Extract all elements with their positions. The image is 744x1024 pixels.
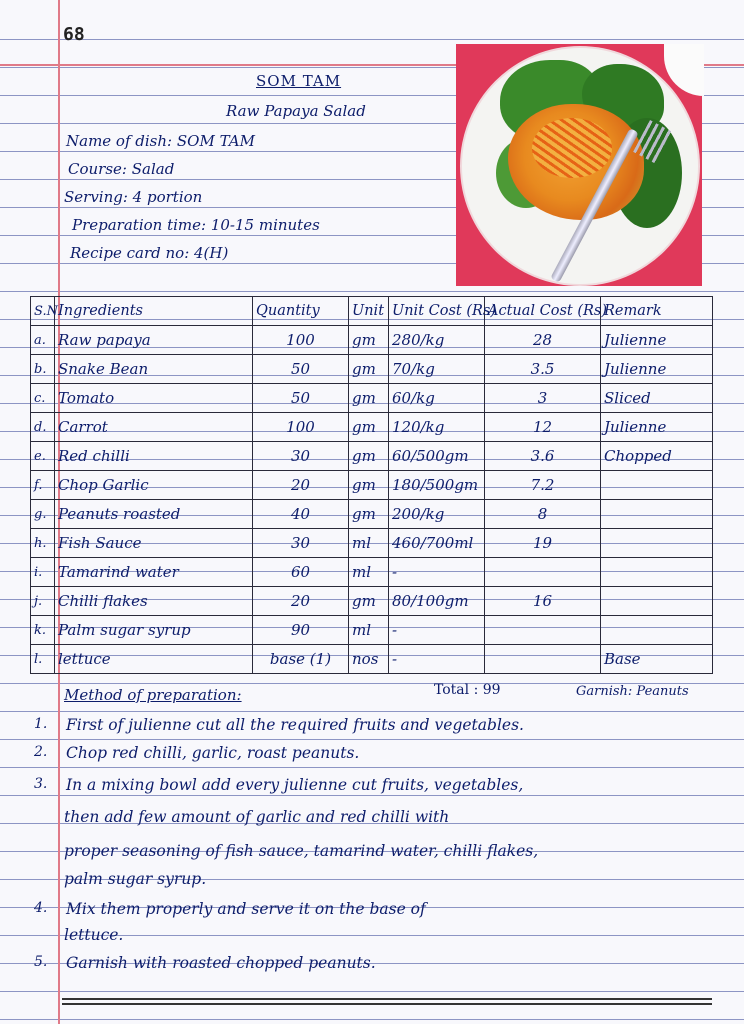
method-step-text: First of julienne cut all the required fruits and vegetables. bbox=[66, 716, 524, 734]
row-quantity: base (1) bbox=[253, 645, 349, 674]
table-row bbox=[31, 500, 713, 529]
row-actual-cost: 8 bbox=[485, 500, 601, 529]
row-ingredient: Chilli flakes bbox=[55, 587, 253, 616]
row-remark: Sliced bbox=[601, 384, 713, 413]
method-step-text: lettuce. bbox=[64, 926, 124, 944]
course: Course: Salad bbox=[68, 160, 175, 178]
col-unit-cost: Unit Cost (Rs) bbox=[389, 297, 485, 326]
row-unit: nos bbox=[349, 645, 389, 674]
row-quantity: 60 bbox=[253, 558, 349, 587]
recipe-subtitle: Raw Papaya Salad bbox=[226, 102, 366, 120]
dish-photo bbox=[456, 44, 702, 286]
row-sn: h. bbox=[31, 529, 55, 558]
table-row bbox=[31, 471, 713, 500]
page-number: 68 bbox=[63, 24, 85, 45]
row-unit-cost: 460/700ml bbox=[389, 529, 485, 558]
row-quantity: 30 bbox=[253, 442, 349, 471]
method-step-text: then add few amount of garlic and red chilli with bbox=[64, 808, 450, 826]
row-ingredient: Fish Sauce bbox=[55, 529, 253, 558]
row-unit: ml bbox=[349, 529, 389, 558]
row-sn: e. bbox=[31, 442, 55, 471]
prep-time: Preparation time: 10-15 minutes bbox=[72, 216, 320, 234]
col-ingredients: Ingredients bbox=[55, 297, 253, 326]
row-ingredient: Chop Garlic bbox=[55, 471, 253, 500]
row-unit: gm bbox=[349, 587, 389, 616]
table-row bbox=[31, 413, 713, 442]
row-remark: Julienne bbox=[601, 413, 713, 442]
table-row bbox=[31, 384, 713, 413]
row-sn: f. bbox=[31, 471, 55, 500]
recipe-title: SOM TAM bbox=[256, 72, 342, 90]
method-step-text: palm sugar syrup. bbox=[64, 870, 207, 888]
serving: Serving: 4 portion bbox=[64, 188, 203, 206]
row-remark bbox=[601, 587, 713, 616]
row-ingredient: Tamarind water bbox=[55, 558, 253, 587]
recipe-card-no: Recipe card no: 4(H) bbox=[70, 244, 229, 262]
row-sn: a. bbox=[31, 326, 55, 355]
row-quantity: 100 bbox=[253, 413, 349, 442]
row-actual-cost bbox=[485, 616, 601, 645]
row-sn: b. bbox=[31, 355, 55, 384]
row-sn: c. bbox=[31, 384, 55, 413]
method-step-number: 1. bbox=[34, 716, 48, 732]
method-step-number: 4. bbox=[34, 900, 48, 916]
row-actual-cost: 7.2 bbox=[485, 471, 601, 500]
row-remark bbox=[601, 471, 713, 500]
row-sn: d. bbox=[31, 413, 55, 442]
row-ingredient: Carrot bbox=[55, 413, 253, 442]
row-quantity: 20 bbox=[253, 471, 349, 500]
row-unit-cost: 60/kg bbox=[389, 384, 485, 413]
row-actual-cost: 3.5 bbox=[485, 355, 601, 384]
row-unit-cost: 180/500gm bbox=[389, 471, 485, 500]
row-sn: l. bbox=[31, 645, 55, 674]
col-sn: S.N bbox=[31, 297, 55, 326]
end-rule bbox=[62, 998, 712, 1000]
row-unit: gm bbox=[349, 471, 389, 500]
row-unit-cost: 200/kg bbox=[389, 500, 485, 529]
row-ingredient: Snake Bean bbox=[55, 355, 253, 384]
row-sn: k. bbox=[31, 616, 55, 645]
table-row bbox=[31, 326, 713, 355]
row-remark: Base bbox=[601, 645, 713, 674]
method-step-text: Mix them properly and serve it on the base of bbox=[66, 900, 426, 918]
row-unit: gm bbox=[349, 355, 389, 384]
row-unit-cost: 80/100gm bbox=[389, 587, 485, 616]
row-actual-cost: 16 bbox=[485, 587, 601, 616]
row-unit-cost: 60/500gm bbox=[389, 442, 485, 471]
row-sn: j. bbox=[31, 587, 55, 616]
row-unit-cost: - bbox=[389, 616, 485, 645]
total-cost: Total : 99 bbox=[434, 682, 501, 698]
method-title: Method of preparation: bbox=[64, 686, 242, 704]
row-ingredient: Palm sugar syrup bbox=[55, 616, 253, 645]
method-step-number: 5. bbox=[34, 954, 48, 970]
row-unit: ml bbox=[349, 616, 389, 645]
row-unit: gm bbox=[349, 442, 389, 471]
row-remark bbox=[601, 616, 713, 645]
row-remark bbox=[601, 558, 713, 587]
row-sn: g. bbox=[31, 500, 55, 529]
dish-name: Name of dish: SOM TAM bbox=[66, 132, 255, 150]
row-actual-cost: 19 bbox=[485, 529, 601, 558]
col-quantity: Quantity bbox=[253, 297, 349, 326]
row-remark: Julienne bbox=[601, 355, 713, 384]
method-step-number: 2. bbox=[34, 744, 48, 760]
row-remark bbox=[601, 500, 713, 529]
row-unit-cost: 70/kg bbox=[389, 355, 485, 384]
table-row bbox=[31, 616, 713, 645]
row-quantity: 20 bbox=[253, 587, 349, 616]
col-remark: Remark bbox=[601, 297, 713, 326]
row-remark: Julienne bbox=[601, 326, 713, 355]
row-ingredient: lettuce bbox=[55, 645, 253, 674]
row-ingredient: Raw papaya bbox=[55, 326, 253, 355]
garnish-note: Garnish: Peanuts bbox=[576, 684, 689, 699]
col-unit: Unit bbox=[349, 297, 389, 326]
method-step-text: Chop red chilli, garlic, roast peanuts. bbox=[66, 744, 360, 762]
row-actual-cost: 12 bbox=[485, 413, 601, 442]
row-ingredient: Peanuts roasted bbox=[55, 500, 253, 529]
table-row bbox=[31, 645, 713, 674]
end-rule-2 bbox=[62, 1003, 712, 1005]
row-quantity: 40 bbox=[253, 500, 349, 529]
table-header-row bbox=[31, 297, 713, 326]
table-row bbox=[31, 529, 713, 558]
row-unit: gm bbox=[349, 384, 389, 413]
row-unit-cost: - bbox=[389, 558, 485, 587]
row-actual-cost: 28 bbox=[485, 326, 601, 355]
plate bbox=[462, 48, 698, 284]
row-unit-cost: 280/kg bbox=[389, 326, 485, 355]
row-actual-cost bbox=[485, 645, 601, 674]
row-unit: ml bbox=[349, 558, 389, 587]
method-step-text: proper seasoning of fish sauce, tamarind water, chilli flakes, bbox=[64, 842, 539, 860]
row-quantity: 30 bbox=[253, 529, 349, 558]
ingredients-table bbox=[30, 296, 713, 674]
row-quantity: 50 bbox=[253, 355, 349, 384]
row-ingredient: Red chilli bbox=[55, 442, 253, 471]
row-quantity: 50 bbox=[253, 384, 349, 413]
method-step-number: 3. bbox=[34, 776, 48, 792]
method-step-text: Garnish with roasted chopped peanuts. bbox=[66, 954, 376, 972]
table-row bbox=[31, 558, 713, 587]
row-actual-cost: 3 bbox=[485, 384, 601, 413]
row-ingredient: Tomato bbox=[55, 384, 253, 413]
row-sn: i. bbox=[31, 558, 55, 587]
row-actual-cost bbox=[485, 558, 601, 587]
table-row bbox=[31, 355, 713, 384]
table-row bbox=[31, 442, 713, 471]
method-step-text: In a mixing bowl add every julienne cut fruits, vegetables, bbox=[66, 776, 524, 794]
col-actual-cost: Actual Cost (Rs) bbox=[485, 297, 601, 326]
row-unit: gm bbox=[349, 413, 389, 442]
row-unit: gm bbox=[349, 326, 389, 355]
table-row bbox=[31, 587, 713, 616]
row-unit-cost: 120/kg bbox=[389, 413, 485, 442]
row-quantity: 90 bbox=[253, 616, 349, 645]
row-remark bbox=[601, 529, 713, 558]
row-unit-cost: - bbox=[389, 645, 485, 674]
row-unit: gm bbox=[349, 500, 389, 529]
row-remark: Chopped bbox=[601, 442, 713, 471]
row-quantity: 100 bbox=[253, 326, 349, 355]
row-actual-cost: 3.6 bbox=[485, 442, 601, 471]
